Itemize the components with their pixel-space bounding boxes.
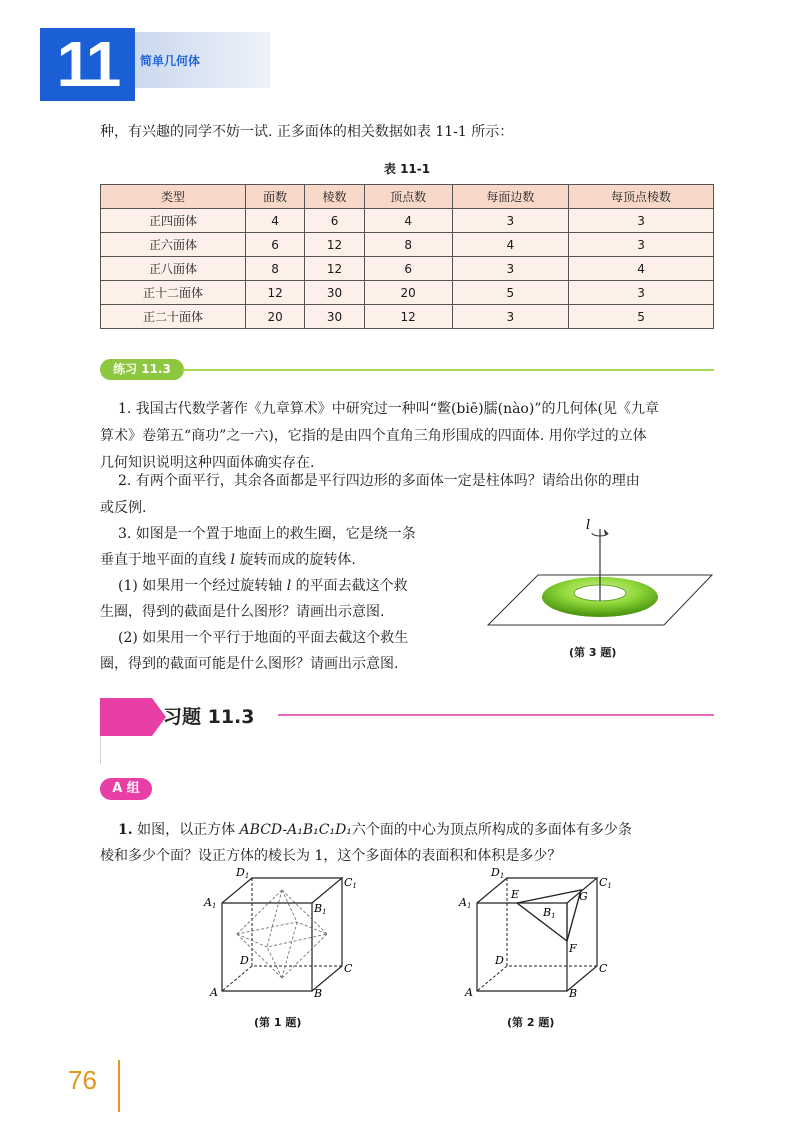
exercise-q3-line <box>100 547 356 574</box>
vertex-label: E <box>511 888 520 901</box>
exercise-q3b-line: 圈，得到的截面可能是什么图形？请画出示意图. <box>100 656 399 672</box>
vertex-label: C1 <box>599 876 612 890</box>
axis-label: l <box>586 518 591 533</box>
table-cell: 20 <box>245 305 304 329</box>
text-segment: 的平面去截这个救 <box>291 578 408 594</box>
table-cell: 12 <box>245 281 304 305</box>
vertex-label: F <box>569 942 577 955</box>
exercise-q3a-line <box>118 573 408 600</box>
homework-side-line <box>100 736 101 764</box>
vertex-label: A1 <box>459 896 472 910</box>
table-header-cell: 顶点数 <box>364 185 452 209</box>
vertex-label: B1 <box>543 906 556 920</box>
exercise-q2-line: 2. 有两个面平行，其余各面都是平行四边形的多面体一定是柱体吗？请给出你的理由 <box>118 473 640 489</box>
cube-triangle-figure <box>455 866 615 1001</box>
lifebuoy-figure <box>480 515 720 640</box>
cube-hidden-edge <box>222 966 252 991</box>
homework-divider <box>278 714 714 716</box>
table-row <box>101 233 714 257</box>
figure-caption: (第 3 题) <box>569 646 617 659</box>
homework-tab <box>100 698 152 736</box>
table-cell: 30 <box>305 305 364 329</box>
vertex-label: C <box>344 962 353 975</box>
table-header-cell: 每面边数 <box>452 185 568 209</box>
table-cell: 12 <box>305 257 364 281</box>
vertex-label: D1 <box>236 866 250 880</box>
table-caption: 表 11-1 <box>383 162 431 176</box>
problem-number: 1. <box>118 822 133 838</box>
text-segment: 如图，以正方体 <box>132 822 240 838</box>
axis-variable: l <box>286 578 292 594</box>
vertex-label: B <box>314 987 323 1000</box>
table-cell: 20 <box>364 281 452 305</box>
table-cell: 正八面体 <box>101 257 246 281</box>
exercise-q3b-line: (2) 如果用一个平行于地面的平面去截这个救生 <box>118 630 409 646</box>
table-row <box>101 281 714 305</box>
table-header-cell: 棱数 <box>305 185 364 209</box>
text-segment: (1) 如果用一个经过旋转轴 <box>118 578 287 594</box>
table-cell: 3 <box>452 305 568 329</box>
polyhedra-table <box>100 184 714 329</box>
table-cell: 3 <box>569 281 714 305</box>
table-row <box>101 305 714 329</box>
vertex-label: C <box>599 962 608 975</box>
exercise-badge: 练习 11.3 <box>100 359 184 380</box>
cube-name: ABCD-A₁B₁C₁D₁ <box>239 822 352 838</box>
table-row <box>101 209 714 233</box>
group-badge: A 组 <box>100 778 152 800</box>
table-cell: 12 <box>305 233 364 257</box>
vertex-label: G <box>579 890 588 903</box>
vertex-label: B <box>569 987 578 1000</box>
table-cell: 4 <box>245 209 304 233</box>
text-segment: 六个面的中心为顶点所构成的多面体有多少条 <box>351 822 632 838</box>
table-header-cell: 面数 <box>245 185 304 209</box>
table-row <box>101 257 714 281</box>
cube-hidden-edge <box>477 966 507 991</box>
vertex-label: C1 <box>344 876 357 890</box>
page-number-bar <box>118 1060 120 1112</box>
table-cell: 12 <box>364 305 452 329</box>
figure-caption: (第 2 题) <box>507 1016 555 1029</box>
table-cell: 8 <box>245 257 304 281</box>
vertex-label: A <box>465 986 473 999</box>
intro-text: 种，有兴趣的同学不妨一试. 正多面体的相关数据如表 11-1 所示： <box>100 124 514 140</box>
table-cell: 3 <box>452 209 568 233</box>
table-cell: 6 <box>364 257 452 281</box>
table-cell: 正六面体 <box>101 233 246 257</box>
page-number: 76 <box>68 1065 97 1095</box>
chapter-title: 简单几何体 <box>140 54 201 68</box>
table-header-cell: 类型 <box>101 185 246 209</box>
table-header-row <box>101 185 714 209</box>
table-cell: 正十二面体 <box>101 281 246 305</box>
text-segment: 垂直于地平面的直线 <box>100 552 231 568</box>
table-cell: 8 <box>364 233 452 257</box>
table-cell: 5 <box>452 281 568 305</box>
table-cell: 3 <box>452 257 568 281</box>
vertex-label: A <box>210 986 218 999</box>
table-cell: 4 <box>569 257 714 281</box>
table-cell: 4 <box>452 233 568 257</box>
exercise-divider <box>182 369 714 371</box>
homework-p1-line: 棱和多少个面？设正方体的棱长为 1，这个多面体的表面积和体积是多少？ <box>100 848 562 864</box>
exercise-q1-line: 几何知识说明这种四面体确实存在. <box>100 455 315 471</box>
exercise-q3-line: 3. 如图是一个置于地面上的救生圈，它是绕一条 <box>118 526 416 542</box>
exercise-q1-line: 1. 我国古代数学著作《九章算术》中研究过一种叫“鳖(biē)臑(nào)”的几何体(见《九章 <box>118 401 659 417</box>
vertex-label: B1 <box>314 902 327 916</box>
table-cell: 3 <box>569 209 714 233</box>
text-segment: 旋转而成的旋转体. <box>234 552 356 568</box>
table-header-cell: 每顶点棱数 <box>569 185 714 209</box>
vertex-label: D <box>240 954 249 967</box>
exercise-q2-line: 或反例. <box>100 500 147 516</box>
axis-variable: l <box>230 552 235 568</box>
exercise-q1-line: 算术》卷第五“商功”之一六)，它指的是由四个直角三角形围成的四面体. 用你学过的立体 <box>100 428 647 444</box>
homework-title: 习题 11.3 <box>163 706 255 728</box>
cube-octahedron-figure <box>200 866 360 1001</box>
table-cell: 5 <box>569 305 714 329</box>
table-cell: 4 <box>364 209 452 233</box>
table-cell: 正四面体 <box>101 209 246 233</box>
table-cell: 6 <box>245 233 304 257</box>
table-cell: 正二十面体 <box>101 305 246 329</box>
table-cell: 30 <box>305 281 364 305</box>
exercise-q3a-line: 生圈，得到的截面是什么图形？请画出示意图. <box>100 604 385 620</box>
homework-p1-line <box>118 817 632 844</box>
vertex-label: A1 <box>204 896 217 910</box>
table-cell: 3 <box>569 233 714 257</box>
figure-caption: (第 1 题) <box>254 1016 302 1029</box>
vertex-label: D1 <box>491 866 505 880</box>
vertex-label: D <box>495 954 504 967</box>
table-cell: 6 <box>305 209 364 233</box>
chapter-number: 11 <box>40 28 135 101</box>
